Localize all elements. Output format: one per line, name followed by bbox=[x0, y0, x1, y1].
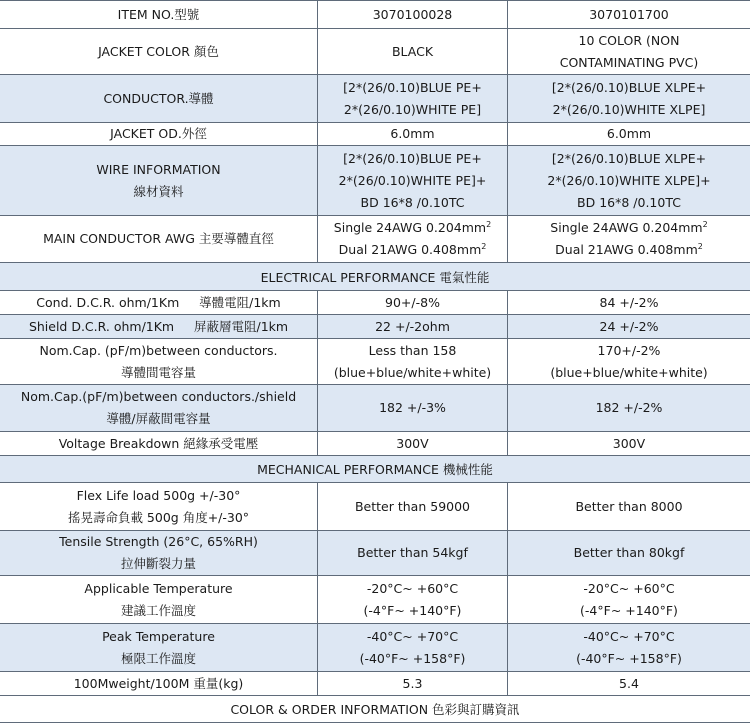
mechanical-section-title: MECHANICAL PERFORMANCE 機械性能 bbox=[257, 462, 493, 477]
conductor-col1 bbox=[318, 75, 508, 122]
nom-cap-col2-line2: (blue+blue/white+white) bbox=[550, 364, 708, 380]
main-conductor-col1-line1: Single 24AWG $0.204mm^2$ bbox=[333, 219, 492, 235]
shield-dcr-col2: 24 +/-2% bbox=[599, 318, 659, 334]
header-row bbox=[0, 0, 750, 28]
wire-info-col2-line2: 2*(26/0.10)WHITE XLPE]+ bbox=[547, 172, 711, 188]
main-conductor-col2-line2: Dual 21AWG $0.408mm^2$ bbox=[555, 241, 703, 257]
conductor-row bbox=[0, 74, 750, 122]
applicable-temp-label bbox=[0, 576, 318, 623]
peak-temp-row bbox=[0, 623, 750, 671]
cond-dcr-label: Cond. D.C.R. ohm/1Km 導體電阻/1km bbox=[0, 291, 318, 314]
cond-dcr-col2: 84 +/-2% bbox=[599, 294, 659, 310]
header-label: ITEM NO.型號 bbox=[0, 1, 318, 28]
weight-row bbox=[0, 671, 750, 695]
nom-cap-col2 bbox=[508, 339, 750, 384]
main-conductor-col1 bbox=[318, 216, 508, 262]
color-section-row bbox=[0, 695, 750, 722]
flex-life-label bbox=[0, 483, 318, 530]
applicable-temp-col1-line1: -20°C~ +60°C bbox=[366, 580, 459, 596]
applicable-temp-col2-line2: (-4°F~ +140°F) bbox=[580, 602, 678, 618]
conductor-label: CONDUCTOR.導體 bbox=[0, 75, 318, 122]
nom-cap-label bbox=[0, 339, 318, 384]
wire-info-col2-line3: BD 16*8 /0.10TC bbox=[577, 194, 681, 210]
wire-info-col1-line3: BD 16*8 /0.10TC bbox=[360, 194, 465, 210]
applicable-temp-row bbox=[0, 575, 750, 623]
peak-temp-col1 bbox=[318, 624, 508, 671]
header-col2: 3070101700 bbox=[589, 6, 669, 22]
mechanical-section-row bbox=[0, 455, 750, 482]
nom-cap-shield-label bbox=[0, 385, 318, 431]
wire-info-col1 bbox=[318, 146, 508, 215]
nom-cap-shield-col2: 182 +/-2% bbox=[595, 400, 663, 415]
jacket-od-row bbox=[0, 122, 750, 145]
electrical-section-row bbox=[0, 262, 750, 290]
applicable-temp-col1 bbox=[318, 576, 508, 623]
applicable-temp-col2 bbox=[508, 576, 750, 623]
nom-cap-col1-line2: (blue+blue/white+white) bbox=[333, 364, 492, 380]
nom-cap-shield-label-line2: 導體/屏蔽間電容量 bbox=[106, 411, 211, 426]
peak-temp-col2 bbox=[508, 624, 750, 671]
main-conductor-row bbox=[0, 215, 750, 262]
shield-dcr-col1: 22 +/-2ohm bbox=[318, 315, 508, 338]
jacket-color-col2-line1: 10 COLOR (NON bbox=[578, 32, 680, 48]
flex-life-label-line1: Flex Life load 500g +/-30° bbox=[76, 487, 241, 503]
applicable-temp-col2-line1: -20°C~ +60°C bbox=[583, 580, 675, 596]
flex-life-row bbox=[0, 482, 750, 530]
peak-temp-label-line1: Peak Temperature bbox=[102, 628, 215, 644]
wire-info-row bbox=[0, 145, 750, 215]
applicable-temp-label-line2: 建議工作溫度 bbox=[120, 602, 196, 618]
tensile-row bbox=[0, 530, 750, 575]
wire-info-col1-line2: 2*(26/0.10)WHITE PE]+ bbox=[338, 172, 487, 188]
nom-cap-row bbox=[0, 338, 750, 384]
peak-temp-col1-line2: (-40°F~ +158°F) bbox=[359, 650, 466, 666]
color-section-title: COLOR & ORDER INFORMATION 色彩與訂購資訊 bbox=[230, 702, 520, 717]
nom-cap-col1 bbox=[318, 339, 508, 384]
jacket-color-row bbox=[0, 28, 750, 74]
jacket-od-label: JACKET OD.外徑 bbox=[0, 123, 318, 145]
jacket-color-col1: BLACK bbox=[318, 29, 508, 74]
electrical-section-title: ELECTRICAL PERFORMANCE 電氣性能 bbox=[260, 269, 490, 285]
flex-life-col2: Better than 8000 bbox=[575, 498, 683, 514]
wire-info-label bbox=[0, 146, 318, 215]
voltage-col1: 300V bbox=[318, 432, 508, 455]
tensile-label bbox=[0, 531, 318, 575]
nom-cap-col1-line1: Less than 158 bbox=[368, 342, 457, 358]
voltage-col2: 300V bbox=[612, 435, 646, 451]
header-col1: 3070100028 bbox=[318, 1, 508, 28]
main-conductor-col2 bbox=[508, 216, 750, 262]
wire-info-label-line2: 線材資料 bbox=[133, 183, 184, 199]
jacket-od-col2: 6.0mm bbox=[606, 126, 652, 141]
main-conductor-col2-line1: Single 24AWG $0.204mm^2$ bbox=[550, 219, 708, 235]
weight-col1: 5.3 bbox=[318, 672, 508, 695]
nom-cap-label-line2: 導體間電容量 bbox=[120, 364, 196, 380]
nom-cap-shield-label-line1: Nom.Cap.(pF/m)between conductors./shield bbox=[20, 389, 297, 404]
conductor-col2 bbox=[508, 75, 750, 122]
conductor-col2-line2: 2*(26/0.10)WHITE XLPE] bbox=[552, 101, 706, 117]
nom-cap-col2-line1: 170+/-2% bbox=[597, 342, 661, 358]
tensile-label-line2: 拉伸斷裂力量 bbox=[120, 556, 196, 571]
cond-dcr-row bbox=[0, 290, 750, 314]
weight-col2: 5.4 bbox=[619, 675, 639, 691]
wire-info-label-line1: WIRE INFORMATION bbox=[96, 161, 221, 177]
nom-cap-shield-col1: 182 +/-3% bbox=[318, 385, 508, 431]
tensile-col1: Better than 54kgf bbox=[318, 531, 508, 575]
applicable-temp-label-line1: Applicable Temperature bbox=[84, 580, 233, 596]
wire-info-col2-line1: [2*(26/0.10)BLUE XLPE+ bbox=[551, 150, 707, 166]
peak-temp-label bbox=[0, 624, 318, 671]
jacket-color-col2-line2: CONTAMINATING PVC) bbox=[559, 54, 699, 70]
conductor-col1-line2: 2*(26/0.10)WHITE PE] bbox=[343, 101, 482, 117]
applicable-temp-col1-line2: (-4°F~ +140°F) bbox=[363, 602, 462, 618]
nom-cap-shield-row bbox=[0, 384, 750, 431]
jacket-od-col1: 6.0mm bbox=[318, 123, 508, 145]
flex-life-label-line2: 搖晃壽命負載 500g 角度+/-30° bbox=[67, 509, 250, 525]
voltage-label: Voltage Breakdown 絕緣承受電壓 bbox=[0, 432, 318, 455]
jacket-color-col2 bbox=[508, 29, 750, 74]
nom-cap-label-line1: Nom.Cap. (pF/m)between conductors. bbox=[39, 342, 278, 358]
flex-life-col1: Better than 59000 bbox=[318, 483, 508, 530]
shield-dcr-row bbox=[0, 314, 750, 338]
conductor-col2-line1: [2*(26/0.10)BLUE XLPE+ bbox=[551, 79, 707, 95]
main-conductor-col1-line2: Dual 21AWG $0.408mm^2$ bbox=[338, 241, 487, 257]
weight-label: 100Mweight/100M 重量(kg) bbox=[0, 672, 318, 695]
jacket-color-label: JACKET COLOR 顏色 bbox=[0, 29, 318, 74]
shield-dcr-label: Shield D.C.R. ohm/1Km 屏蔽層電阻/1km bbox=[0, 315, 318, 338]
cond-dcr-col1: 90+/-8% bbox=[318, 291, 508, 314]
peak-temp-col2-line1: -40°C~ +70°C bbox=[583, 628, 675, 644]
peak-temp-label-line2: 極限工作溫度 bbox=[120, 650, 196, 666]
peak-temp-col2-line2: (-40°F~ +158°F) bbox=[576, 650, 682, 666]
wire-info-col2 bbox=[508, 146, 750, 215]
wire-info-col1-line1: [2*(26/0.10)BLUE PE+ bbox=[343, 150, 482, 166]
voltage-row bbox=[0, 431, 750, 455]
tensile-label-line1: Tensile Strength (26°C, 65%RH) bbox=[59, 534, 258, 549]
main-conductor-label: MAIN CONDUCTOR AWG 主要導體直徑 bbox=[0, 216, 318, 262]
tensile-col2: Better than 80kgf bbox=[573, 545, 685, 560]
peak-temp-col1-line1: -40°C~ +70°C bbox=[366, 628, 459, 644]
conductor-col1-line1: [2*(26/0.10)BLUE PE+ bbox=[343, 79, 482, 95]
